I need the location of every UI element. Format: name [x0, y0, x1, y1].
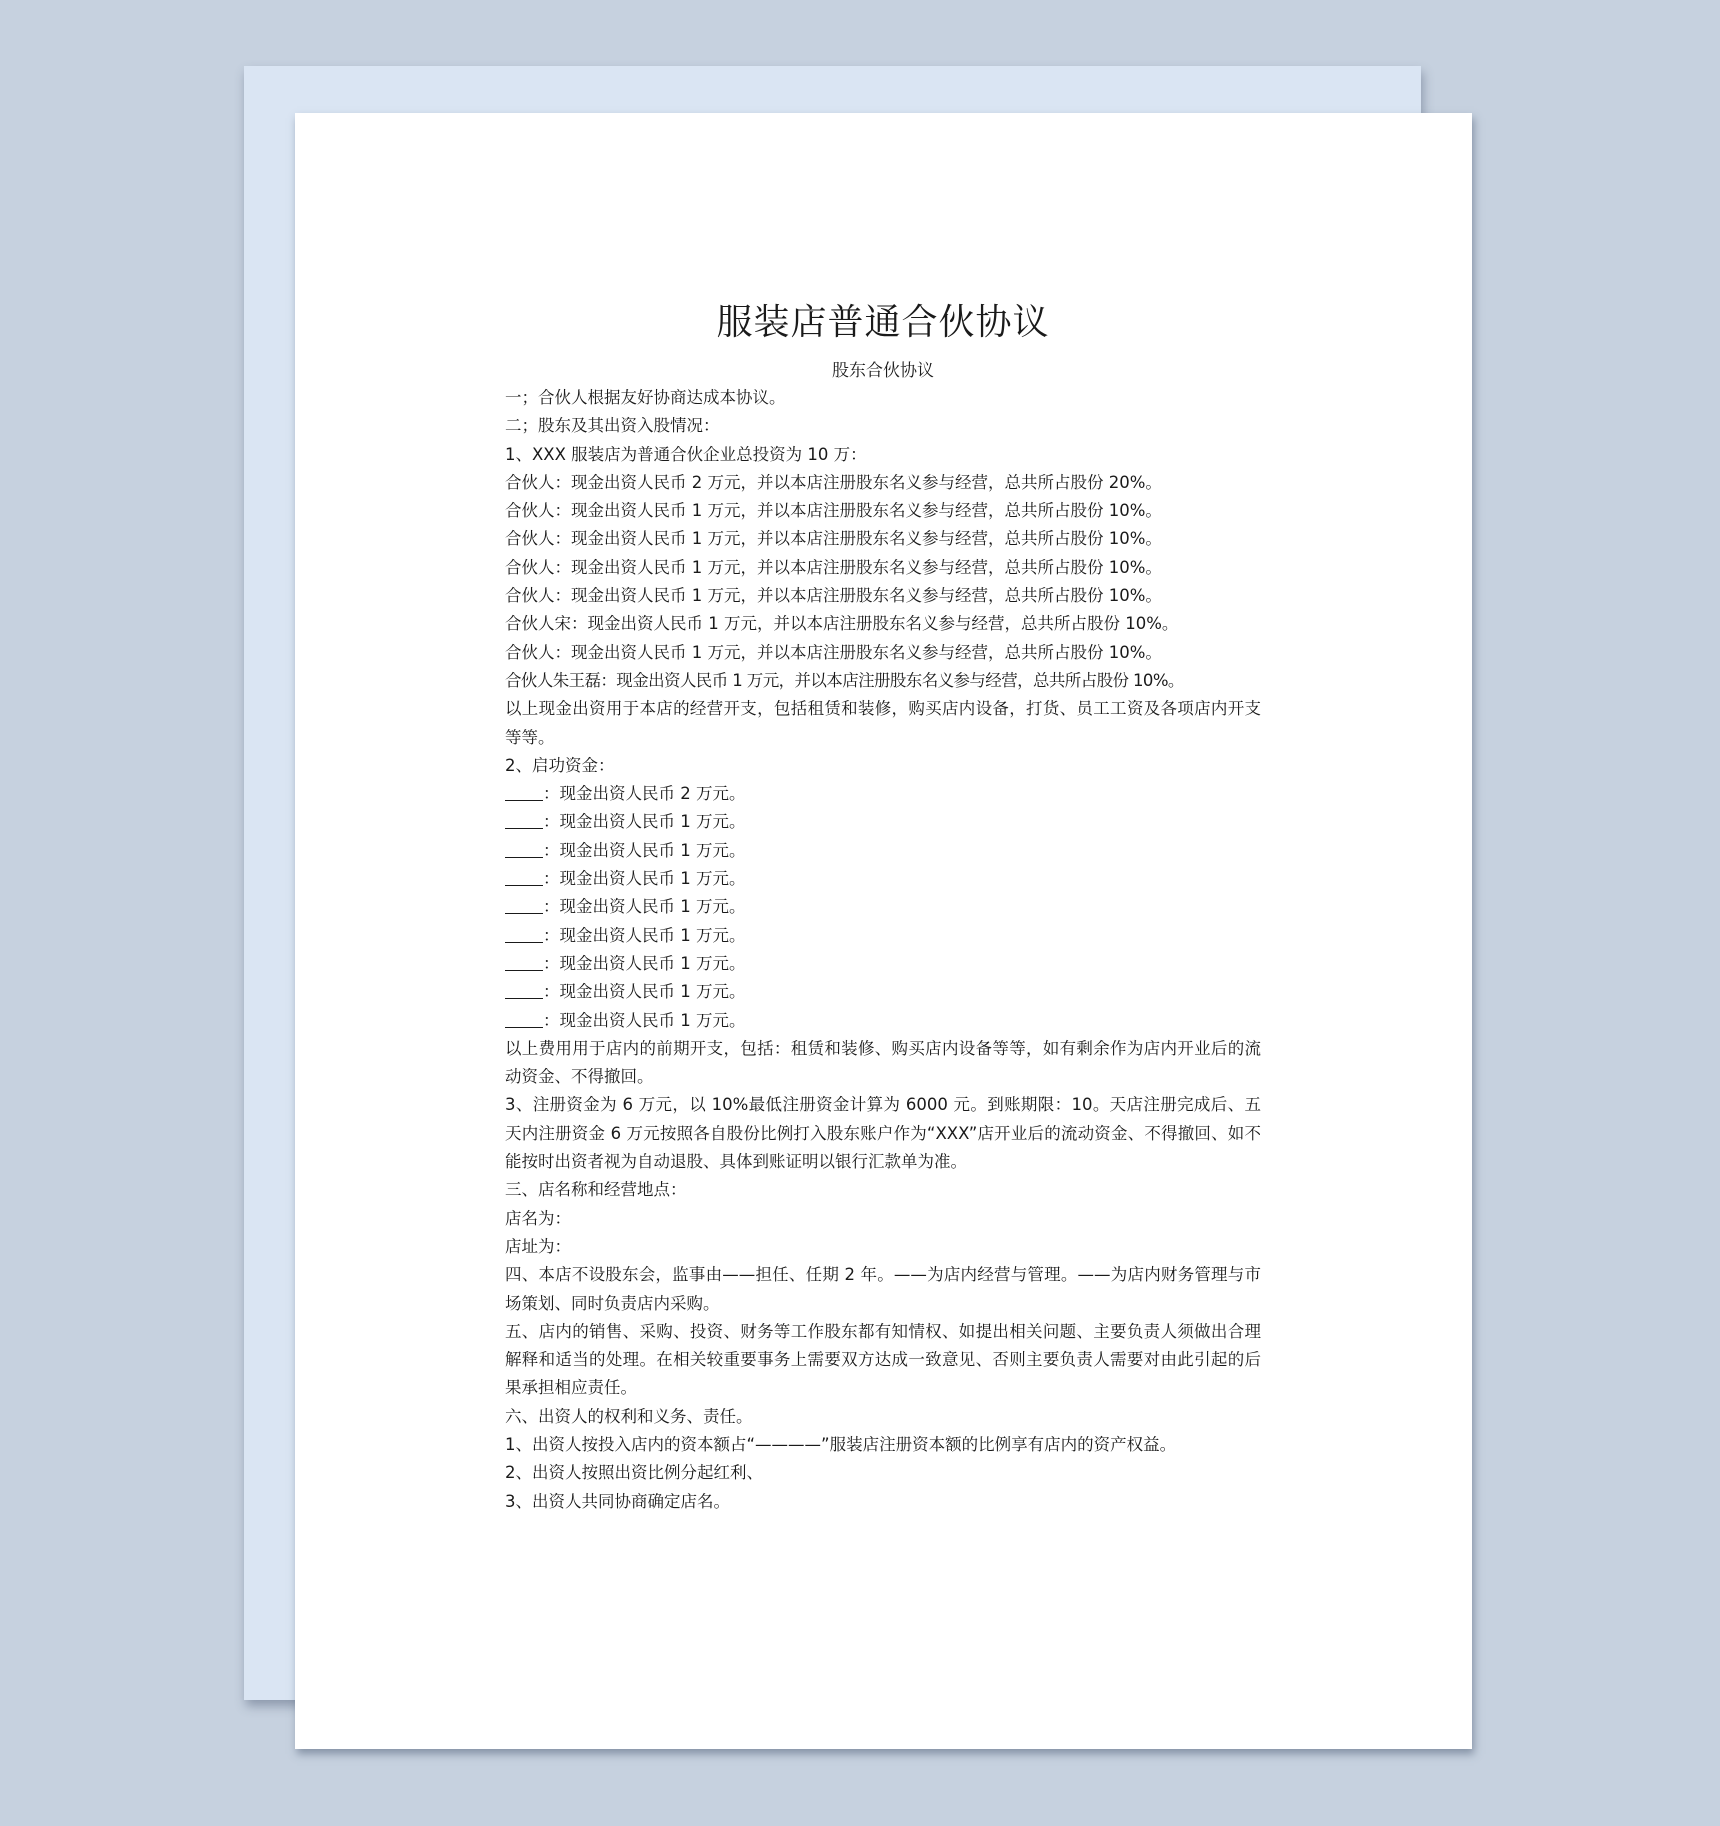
section-6-item-2: 2、出资人按照出资比例分起红利、	[505, 1463, 763, 1483]
document-subtitle: 股东合伙协议	[832, 361, 934, 381]
name-blank	[505, 952, 543, 971]
startup-item: ：现金出资人民币 1 万元。	[505, 893, 1261, 921]
startup-item: ：现金出资人民币 1 万元。	[505, 837, 1261, 865]
partner-line: 合伙人：现金出资人民币 2 万元，并以本店注册股东名义参与经营，总共所占股份 20%。	[505, 472, 1162, 492]
document-title: 服装店普通合伙协议	[716, 302, 1050, 343]
name-blank	[505, 810, 543, 829]
document-page	[295, 113, 1472, 1749]
clause-2-heading: 二；股东及其出资入股情况：	[505, 416, 720, 436]
name-blank	[505, 895, 543, 914]
partner-line: 合伙人朱王磊：现金出资人民币 1 万元，并以本店注册股东名义参与经营，总共所占股份 10%。	[505, 670, 1184, 690]
registered-capital-paragraph: 3、注册资金为 6 万元，以 10%最低注册资金计算为 6000 元。到账期限：10。天店注册完成后、五天内注册资金 6 万元按照各自股份比例打入股东账户作为“XXX”店开业后的流动资金、不得撤回、如不能按时出资者视为自动退股、具体到账证明以银行汇款单为准。	[505, 1095, 1261, 1172]
startup-item: ：现金出资人民币 1 万元。	[505, 865, 1261, 893]
startup-item: ：现金出资人民币 1 万元。	[505, 1007, 1261, 1035]
partner-line: 合伙人：现金出资人民币 1 万元，并以本店注册股东名义参与经营，总共所占股份 10%。	[505, 501, 1162, 521]
name-blank	[505, 867, 543, 886]
store-address-label: 店址为：	[505, 1236, 571, 1256]
section-4-paragraph: 四、本店不设股东会，监事由——担任、任期 2 年。——为店内经营与管理。——为店内财务管理与市场策划、同时负责店内采购。	[505, 1265, 1261, 1313]
section-6-heading: 六、出资人的权利和义务、责任。	[505, 1406, 753, 1426]
name-blank	[505, 924, 543, 943]
name-blank	[505, 980, 543, 999]
startup-fund-heading: 2、启功资金：	[505, 755, 615, 775]
startup-item: ：现金出资人民币 2 万元。	[505, 780, 1261, 808]
partner-line: 合伙人宋：现金出资人民币 1 万元，并以本店注册股东名义参与经营，总共所占股份 10%。	[505, 614, 1179, 634]
partner-line: 合伙人：现金出资人民币 1 万元，并以本店注册股东名义参与经营，总共所占股份 10%。	[505, 642, 1162, 662]
section-3-heading: 三、店名称和经营地点：	[505, 1180, 687, 1200]
name-blank	[505, 1009, 543, 1028]
partner-line: 合伙人：现金出资人民币 1 万元，并以本店注册股东名义参与经营，总共所占股份 10%。	[505, 529, 1162, 549]
startup-item: ：现金出资人民币 1 万元。	[505, 808, 1261, 836]
startup-item: ：现金出资人民币 1 万元。	[505, 978, 1261, 1006]
investment-total: 1、XXX 服装店为普通合伙企业总投资为 10 万：	[505, 444, 867, 464]
store-name-label: 店名为：	[505, 1208, 571, 1228]
clause-1: 一；合伙人根据友好协商达成本协议。	[505, 388, 786, 407]
startup-use-paragraph: 以上费用用于店内的前期开支，包括：租赁和装修、购买店内设备等等，如有剩余作为店内开业后的流动资金、不得撤回。	[505, 1038, 1261, 1087]
section-5-paragraph: 五、店内的销售、采购、投资、财务等工作股东都有知情权、如提出相关问题、主要负责人须做出合理解释和适当的处理。在相关较重要事务上需要双方达成一致意见、否则主要负责人需要对由此引起的后果承担相应责任。	[505, 1321, 1261, 1398]
partner-line: 合伙人：现金出资人民币 1 万元，并以本店注册股东名义参与经营，总共所占股份 10%。	[505, 586, 1162, 606]
usage-paragraph: 以上现金出资用于本店的经营开支，包括租赁和装修，购买店内设备，打货、员工工资及各项店内开支等等。	[505, 699, 1261, 747]
section-6-item-1: 1、出资人按投入店内的资本额占“————”服装店注册资本额的比例享有店内的资产权益。	[505, 1434, 1177, 1454]
name-blank	[505, 782, 543, 801]
section-6-item-3: 3、出资人共同协商确定店名。	[505, 1491, 730, 1511]
startup-item: ：现金出资人民币 1 万元。	[505, 950, 1261, 978]
name-blank	[505, 839, 543, 858]
document-body	[505, 384, 1261, 1516]
partner-line: 合伙人：现金出资人民币 1 万元，并以本店注册股东名义参与经营，总共所占股份 10%。	[505, 557, 1162, 577]
startup-item: ：现金出资人民币 1 万元。	[505, 922, 1261, 950]
